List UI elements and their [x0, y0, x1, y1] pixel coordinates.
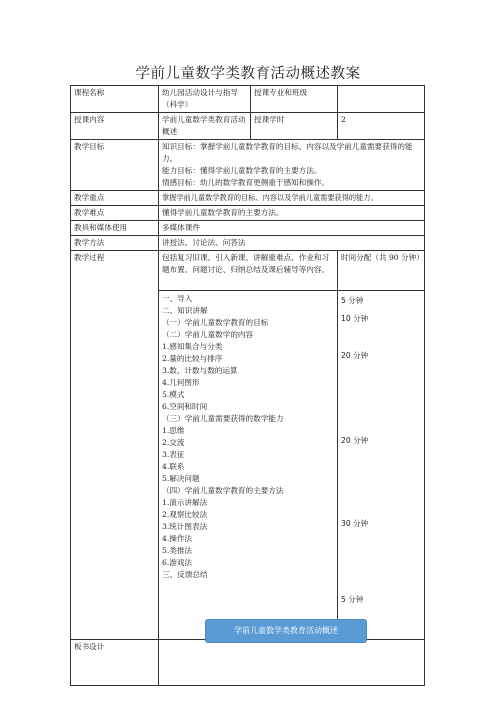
step-15: 5.解决问题: [162, 474, 200, 483]
row-difficulty: [71, 206, 425, 221]
lesson-plan-table: [70, 85, 425, 686]
time-allocation: [338, 291, 425, 640]
row-process-header: [71, 251, 425, 291]
step-9: 6.空间和时间: [162, 402, 208, 411]
step-19: 3.统计图表法: [162, 522, 208, 531]
value-board: [159, 640, 425, 686]
value-media: 多媒体课件: [159, 221, 425, 236]
step-11: 1.思维: [162, 426, 185, 435]
goal-knowledge: 知识目标：掌握学前儿童数学教育的目标、内容以及学前儿童需要获得的能力。: [162, 142, 413, 163]
step-0: 一、导入: [162, 294, 193, 303]
step-7: 4.几何图形: [162, 378, 200, 387]
step-13: 3.表征: [162, 450, 185, 459]
label-key: 教学重点: [71, 191, 159, 206]
value-content: 学前儿童数学类教育活动概述: [159, 113, 251, 140]
time-header: 时间分配（共 90 分钟）: [338, 251, 425, 291]
goal-emotion: 情感目标：幼儿的数学教育更侧重于感知和操作。: [162, 178, 330, 187]
value-goals: [159, 140, 425, 191]
value-difficulty: 懂得学前儿童数学教育的主要方法。: [159, 206, 425, 221]
step-4: 1.感知集合与分类: [162, 342, 223, 351]
label-course-name: 课程名称: [71, 86, 159, 113]
step-20: 4.操作法: [162, 534, 193, 543]
step-16: （四）学前儿童数学教育的主要方法: [162, 486, 284, 495]
label-major-class: 授课专业和班级: [251, 86, 338, 113]
label-media: 教具和媒体使用: [71, 221, 159, 236]
document-title: 学前儿童数学类教育活动概述教案: [135, 66, 361, 82]
row-key: [71, 191, 425, 206]
step-12: 2.交流: [162, 438, 185, 447]
step-18: 2.观察比较法: [162, 510, 208, 519]
label-board: 板书设计: [71, 640, 159, 686]
row-board: [71, 640, 425, 686]
label-content: 授课内容: [71, 113, 159, 140]
process-steps: [159, 291, 338, 640]
step-2: （一）学前儿童数学教育的目标: [162, 318, 269, 327]
step-3: （二）学前儿童数学的内容: [162, 330, 254, 339]
step-8: 5.模式: [162, 390, 185, 399]
board-design-badge: 学前儿童数学类教育活动概述: [205, 619, 367, 643]
label-difficulty: 教学难点: [71, 206, 159, 221]
step-23: 三、反馈总结: [162, 570, 208, 579]
row-media: [71, 221, 425, 236]
step-22: 6.游戏法: [162, 558, 193, 567]
label-hours: 授课学时: [251, 113, 338, 140]
row-content: [71, 113, 425, 140]
row-course: [71, 86, 425, 113]
step-10: （三）学前儿童需要获得的数学能力: [162, 414, 284, 423]
step-5: 2.量的比较与排序: [162, 354, 223, 363]
time-summary: 5 分钟: [341, 595, 364, 604]
row-goals: [71, 140, 425, 191]
process-intro: 包括复习旧课、引入新课、讲解重难点、作业和习题布置、问题讨论、归纳总结及课后辅导等内容。: [159, 251, 338, 291]
step-6: 3.数、计数与数的运算: [162, 366, 238, 375]
step-17: 1.演示讲解法: [162, 498, 208, 507]
step-14: 4.联系: [162, 462, 185, 471]
value-method: 讲授法、讨论法、问答法: [159, 236, 425, 251]
time-goals: 10 分钟: [341, 314, 369, 323]
value-course-name: 幼儿园活动设计与指导（科学）: [159, 86, 251, 113]
step-21: 5.类推法: [162, 546, 193, 555]
label-goals: 教学目标: [71, 140, 159, 191]
value-hours: 2: [338, 113, 425, 140]
label-method: 教学方法: [71, 236, 159, 251]
time-intro: 5 分钟: [341, 296, 364, 305]
value-key: 掌握学前儿童数学教育的目标、内容以及学前儿童需要获得的能力。: [159, 191, 425, 206]
value-major-class: [338, 86, 425, 113]
step-1: 二、知识讲解: [162, 306, 208, 315]
time-abilities: 20 分钟: [341, 436, 369, 445]
label-process: 教学过程: [71, 251, 159, 640]
row-method: [71, 236, 425, 251]
goal-ability: 能力目标：懂得学前儿童数学教育的主要方法。: [162, 166, 322, 175]
time-content: 20 分钟: [341, 351, 369, 360]
time-methods: 30 分钟: [341, 519, 369, 528]
